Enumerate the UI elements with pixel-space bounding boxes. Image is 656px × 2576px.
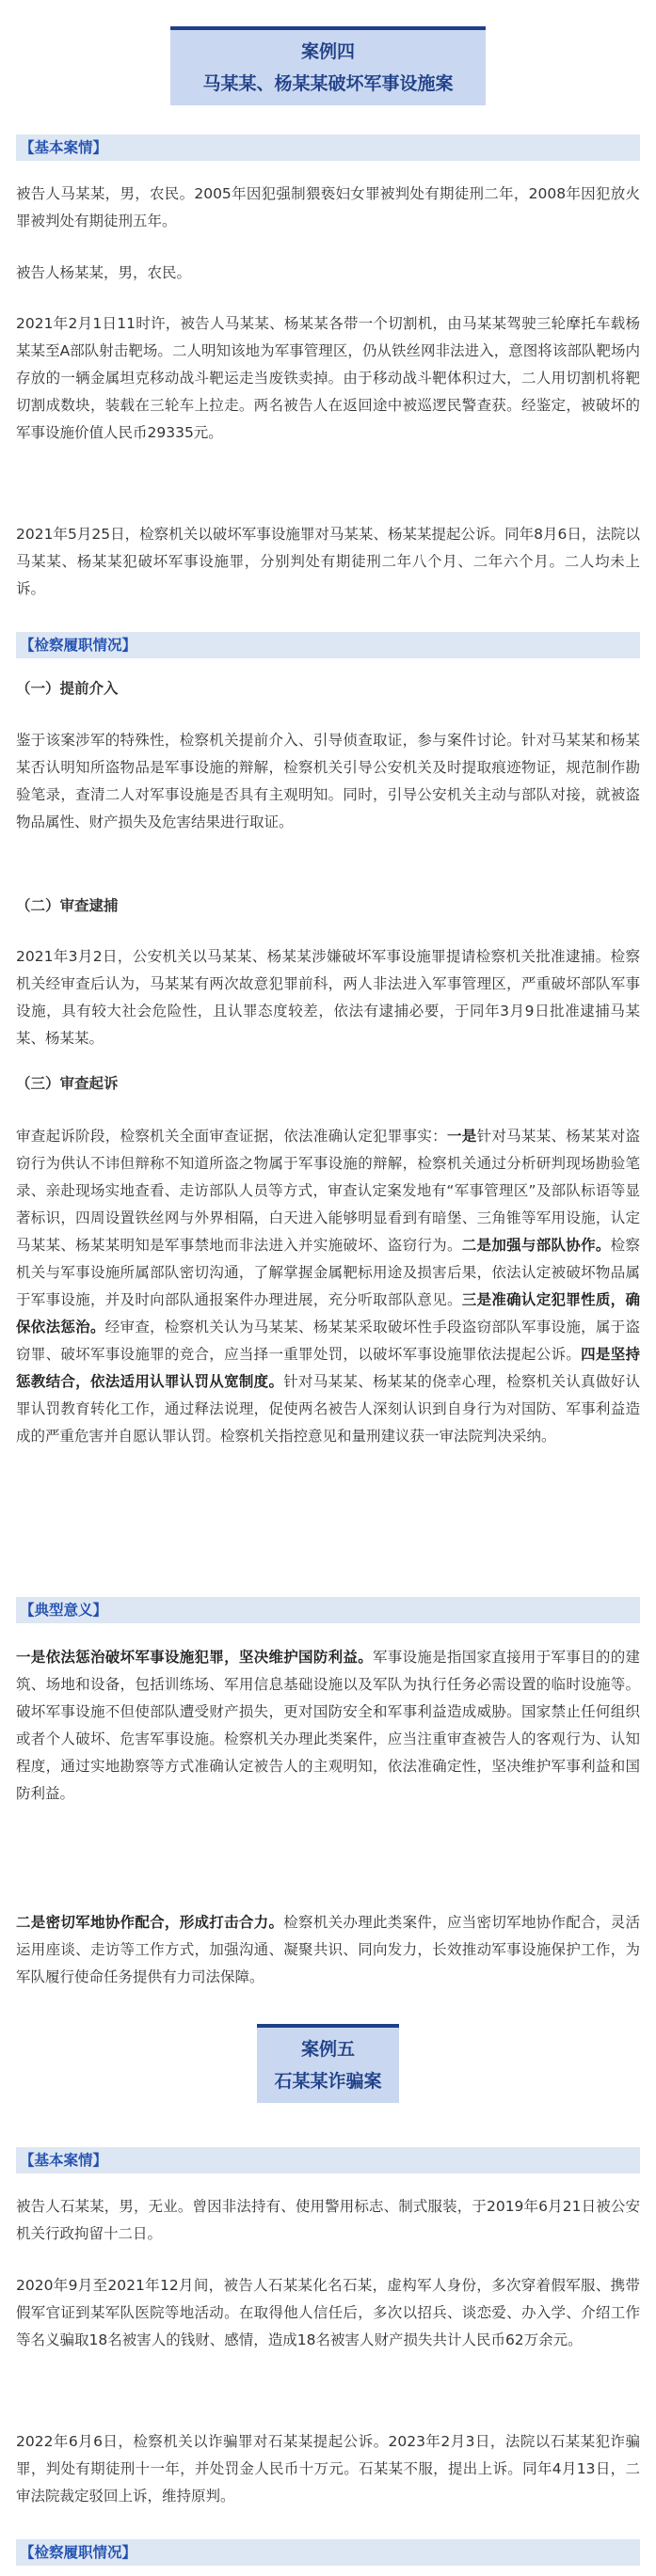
case4-sub2-heading: （二）审查逮捕 xyxy=(16,897,119,914)
case4-basic-p3: 2021年2月1日11时许，被告人马某某、杨某某各带一个切割机，由马某某驾驶三轮摩托车载杨某某至A部队射击靶场。二人明知该地为军事管理区，仍从铁丝网非法进入，意图将该部队靶场内存放的一辆金属坦克移动战斗靶运走当废铁卖掉。由于移动战斗靶体积过大，二人用切割机将靶切割成数块，装载在三轮车上拉走。两名被告人在返回途中被巡逻民警查获。经鉴定，被破坏的军事设施价值人民币29335元。 xyxy=(16,315,640,441)
text: 审查起诉阶段，检察机关全面审查证据，依法准确认定犯罪事实： xyxy=(16,1128,447,1145)
case5-title-number: 案例五 xyxy=(300,2039,355,2060)
bold-point-1: 一是 xyxy=(446,1128,477,1145)
case4-sub3-paragraph xyxy=(16,1123,640,1450)
case5-section-basic xyxy=(16,2147,640,2173)
case4-title-name: 马某某、杨某某破坏军事设施案 xyxy=(202,73,454,94)
case5-basic-p2: 2020年9月至2021年12月间，被告人石某某化名石某，虚构军人身份，多次穿着假军服、携带假军官证到某军队医院等地活动。在取得他人信任后，多次以招兵、谈恋爱、办入学、介绍工作等名义骗取18名被害人的钱财、感情，造成18名被害人财产损失共计人民币62万余元。 xyxy=(16,2277,640,2348)
case4-title-number: 案例四 xyxy=(300,41,355,62)
text: 经审查，检察机关认为马某某、杨某某采取破坏性手段盗窃部队军事设施，属于盗窃罪、破坏军事设施罪的竞合，应当择一重罪处罚，以破坏军事设施罪依法提起公诉。 xyxy=(16,1319,640,1363)
case4-sub1-heading: （一）提前介入 xyxy=(16,680,119,697)
text: 检察机关办理此类案件，应当密切军地协作配合，灵活运用座谈、走访等工作方式，加强沟通、凝聚共识、同向发力，长效推动军事设施保护工作，为军队履行使命任务提供有力司法保障。 xyxy=(16,1914,640,1985)
bold-point: 一是依法惩治破坏军事设施犯罪，坚决维护国防利益。 xyxy=(16,1649,374,1666)
case4-sub1-paragraph: 鉴于该案涉军的特殊性，检察机关提前介入、引导侦查取证，参与案件讨论。针对马某某和杨某某否认明知所盗物品是军事设施的辩解，检察机关引导公安机关及时提取痕迹物证，规范制作勘验笔录，查清二人对军事设施是否具有主观明知。同时，引导公安机关主动与部队对接，就被盗物品属性、财产损失及危害结果进行取证。 xyxy=(16,732,640,830)
case4-section-basic xyxy=(16,134,640,161)
bold-point-4: 四是坚持惩教结合，依法适用认罪认罚从宽制度。 xyxy=(16,1346,640,1390)
section-heading: 【检察履职情况】 xyxy=(20,637,137,654)
case5-section-duty xyxy=(16,2539,640,2566)
case4-basic-p2: 被告人杨某某，男，农民。 xyxy=(16,264,192,281)
case4-significance-p2 xyxy=(16,1909,640,1991)
text: 针对马某某、杨某某的侥幸心理，检察机关认真做好认罪认罚教育转化工作，通过释法说理，促使两名被告人深刻认识到自身行为对国防、军事利益造成的严重危害并自愿认罪认罚。检察机关指控意见和量刑建议获一审法院判决采纳。 xyxy=(16,1373,640,1445)
text: 军事设施是指国家直接用于军事目的的建筑、场地和设备，包括训练场、军用信息基础设施以及军队为执行任务必需设置的临时设施等。破坏军事设施不但使部队遭受财产损失，更对国防安全和军事利益造成威胁。国家禁止任何组织或者个人破坏、危害军事设施。检察机关办理此类案件，应当注重审查被告人的客观行为、认知程度，通过实地勘察等方式准确认定被告人的主观明知，依法准确定性，坚决维护军事利益和国防利益。 xyxy=(16,1649,640,1802)
case4-significance-p1 xyxy=(16,1644,640,1808)
case4-basic-p4: 2021年5月25日，检察机关以破坏军事设施罪对马某某、杨某某提起公诉。同年8月6日，法院以马某某、杨某某犯破坏军事设施罪，分别判处有期徒刑二年八个月、二年六个月。二人均未上诉。 xyxy=(16,526,640,597)
section-heading: 【检察履职情况】 xyxy=(20,2544,137,2561)
case4-sub3-heading: （三）审查起诉 xyxy=(16,1075,119,1092)
case4-sub2-paragraph: 2021年3月2日，公安机关以马某某、杨某某涉嫌破坏军事设施罪提请检察机关批准逮捕。检察机关经审查后认为，马某某有两次故意犯罪前科，两人非法进入军事管理区，严重破坏部队军事设施，具有较大社会危险性，且认罪态度较差，依法有逮捕必要，于同年3月9日批准逮捕马某某、杨某某。 xyxy=(16,948,640,1047)
text: 针对马某某、杨某某对盗窃行为供认不讳但辩称不知道所盗之物属于军事设施的辩解，检察机关通过分析研判现场勘验笔录、亲赴现场实地查看、走访部队人员等方式，审查认定案发地有“军事管理区”及部队标语等显著标识，四周设置铁丝网与外界相隔，白天进入能够明显看到有暗堡、三角锥等军用设施，认定马某某、杨某某明知是军事禁地而非法进入并实施破坏、盗窃行为。 xyxy=(16,1128,640,1254)
case5-basic-p1: 被告人石某某，男，无业。曾因非法持有、使用警用标志、制式服装，于2019年6月21日被公安机关行政拘留十二日。 xyxy=(16,2198,640,2242)
case5-title-box xyxy=(257,2024,399,2103)
case5-basic-p3: 2022年6月6日，检察机关以诈骗罪对石某某提起公诉。2023年2月3日，法院以石某某犯诈骗罪，判处有期徒刑十一年，并处罚金人民币十万元。石某某不服，提出上诉。同年4月13日，二审法院裁定驳回上诉，维持原判。 xyxy=(16,2433,640,2505)
case4-section-significance xyxy=(16,1597,640,1623)
section-heading: 【典型意义】 xyxy=(20,1602,108,1619)
section-heading: 【基本案情】 xyxy=(20,2152,108,2169)
text: 检察机关与军事设施所属部队密切沟通，了解掌握金属靶标用途及损害后果，依法认定被破坏物品属于军事设施，并及时向部队通报案件办理进展，充分听取部队意见。 xyxy=(16,1237,640,1308)
case5-title-name: 石某某诈骗案 xyxy=(274,2071,382,2092)
case4-section-duty xyxy=(16,632,640,658)
bold-point: 二是密切军地协作配合，形成打击合力。 xyxy=(16,1914,284,1931)
section-heading: 【基本案情】 xyxy=(20,139,108,156)
bold-point-2: 二是加强与部队协作。 xyxy=(461,1237,611,1254)
case4-basic-p1: 被告人马某某，男，农民。2005年因犯强制猥亵妇女罪被判处有期徒刑二年，2008年因犯放火罪被判处有期徒刑五年。 xyxy=(16,185,640,229)
case4-title-box xyxy=(170,26,486,105)
bold-point-3: 三是准确认定犯罪性质，确保依法惩治。 xyxy=(16,1291,640,1335)
